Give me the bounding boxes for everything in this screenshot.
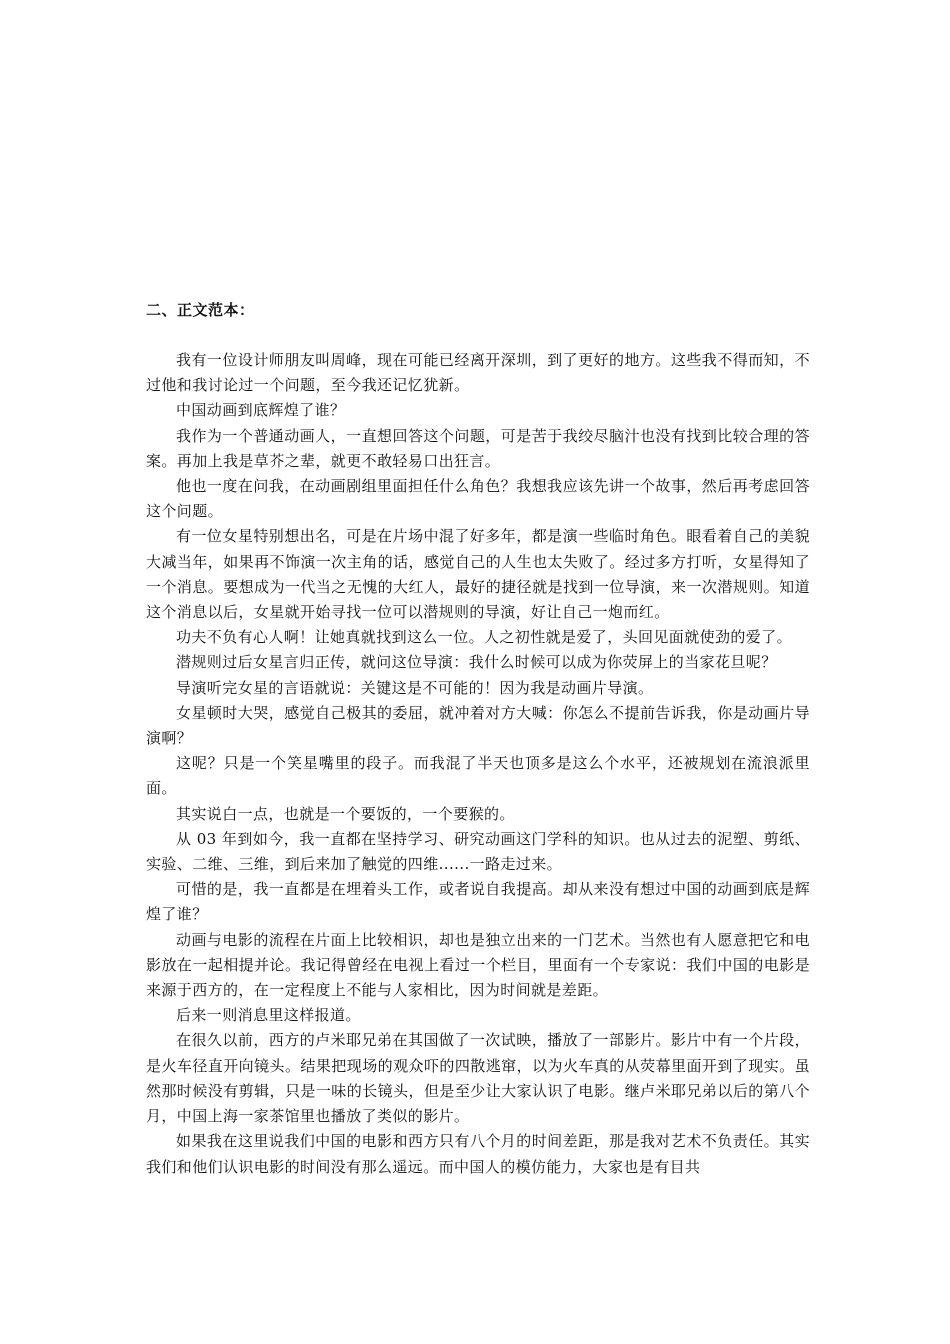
paragraph: 我有一位设计师朋友叫周峰，现在可能已经离开深圳，到了更好的地方。这些我不得而知，不过他和我讨论过一个问题，至今我还记忆犹新。 <box>146 351 810 395</box>
paragraph: 这呢？只是一个笑星嘴里的段子。而我混了半天也顶多是这么个水平，还被规划在流浪派里面。 <box>146 754 810 798</box>
paragraph: 有一位女星特别想出名，可是在片场中混了好多年，都是演一些临时角色。眼看着自己的美貌大减当年，如果再不饰演一次主角的话，感觉自己的人生也太失败了。经过多方打听，女星得知了一个消息。要想成为一代当之无愧的大红人，最好的捷径就是找到一位导演，来一次潜规则。知道这个消息以后，女星就开始寻找一位可以潜规则的导演，好让自己一炮而红。 <box>146 527 810 622</box>
section-heading: 二、正文范本： <box>146 301 255 319</box>
paragraph: 在很久以前，西方的卢米耶兄弟在其国做了一次试映，播放了一部影片。影片中有一个片段，是火车径直开向镜头。结果把现场的观众吓的四散逃窜，以为火车真的从荧幕里面开到了现实。虽然那时候没有剪辑，只是一味的长镜头，但是至少让大家认识了电影。继卢米耶兄弟以后的第八个月，中国上海一家茶馆里也播放了类似的影片。 <box>146 1031 810 1126</box>
body-text <box>146 348 810 1180</box>
paragraph: 后来一则消息里这样报道。 <box>176 1006 361 1025</box>
paragraph: 潜规则过后女星言归正传，就问这位导演：我什么时候可以成为你荧屏上的当家花旦呢？ <box>176 653 777 672</box>
paragraph: 中国动画到底辉煌了谁？ <box>176 401 346 420</box>
paragraph: 如果我在这里说我们中国的电影和西方只有八个月的时间差距，那是我对艺术不负责任。其实我们和他们认识电影的时间没有那么遥远。而中国人的模仿能力，大家也是有目共 <box>146 1132 810 1176</box>
paragraph: 我作为一个普通动画人，一直想回答这个问题，可是苦于我绞尽脑汁也没有找到比较合理的答案。再加上我是草芥之辈，就更不敢轻易口出狂言。 <box>146 426 810 470</box>
paragraph: 从 03 年到如今，我一直都在坚持学习、研究动画这门学科的知识。也从过去的泥塑、剪纸、实验、二维、三维，到后来加了触觉的四维......一路走过来。 <box>146 829 810 874</box>
paragraph: 功夫不负有心人啊！让她真就找到这么一位。人之初性就是爱了，头回见面就使劲的爱了。 <box>176 628 793 647</box>
paragraph: 动画与电影的流程在片面上比较相识，却也是独立出来的一门艺术。当然也有人愿意把它和电影放在一起相提并论。我记得曾经在电视上看过一个栏目，里面有一个专家说：我们中国的电影是来源于西方的，在一定程度上不能与人家相比，因为时间就是差距。 <box>146 930 810 1000</box>
paragraph: 其实说白一点，也就是一个要饭的，一个要猴的。 <box>176 804 515 823</box>
paragraph: 他也一度在问我，在动画剧组里面担任什么角色？我想我应该先讲一个故事，然后再考虑回答这个问题。 <box>146 477 810 521</box>
paragraph: 导演听完女星的言语就说：关键这是不可能的！因为我是动画片导演。 <box>176 678 654 697</box>
paragraph: 可惜的是，我一直都是在埋着头工作，或者说自我提高。却从来没有想过中国的动画到底是辉煌了谁？ <box>146 880 810 924</box>
paragraph: 女星顿时大哭，感觉自己极其的委屈，就冲着对方大喊：你怎么不提前告诉我，你是动画片导演啊？ <box>146 703 810 748</box>
